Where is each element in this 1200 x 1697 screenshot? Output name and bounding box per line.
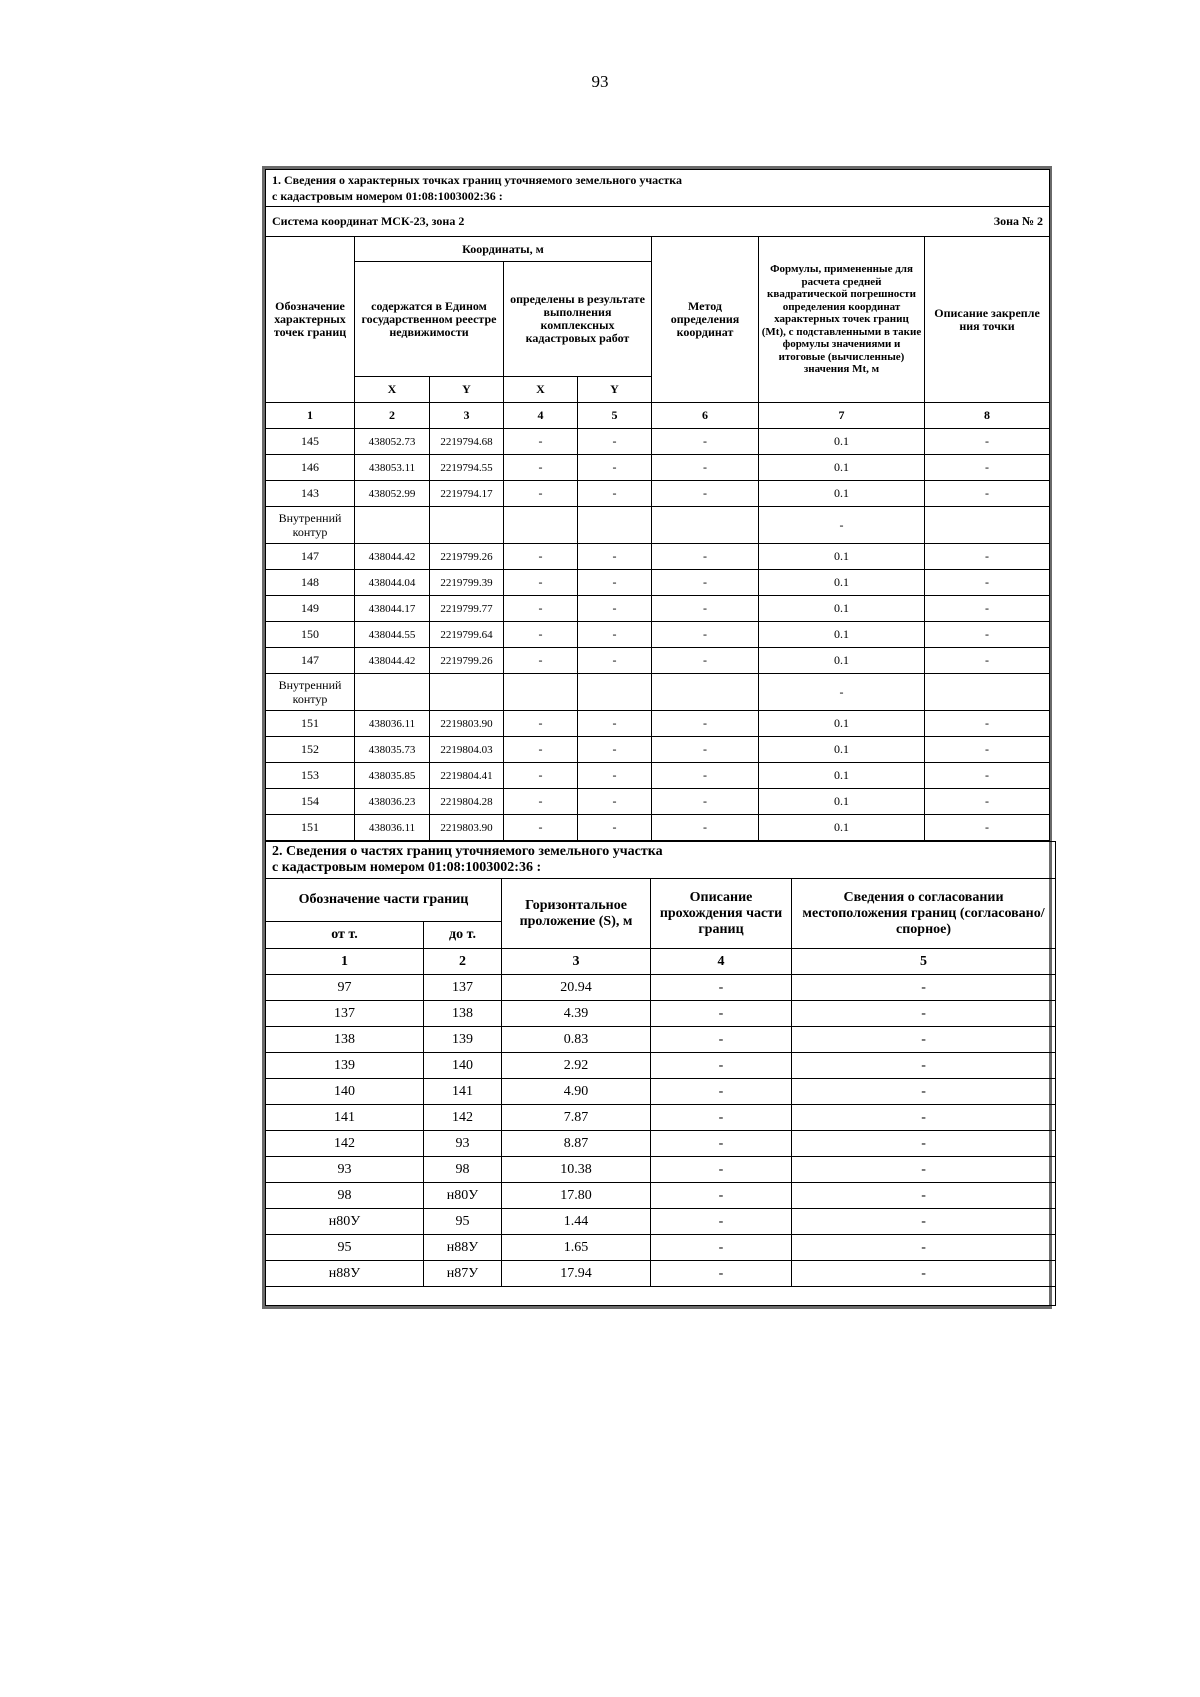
table-cell: 139: [424, 1027, 502, 1053]
column-number: 7: [759, 403, 925, 429]
table-cell: -: [925, 789, 1050, 815]
table-cell: 17.80: [502, 1183, 651, 1209]
table-cell: 438044.42: [355, 648, 430, 674]
table-row: [266, 737, 1050, 763]
table-row: [266, 1001, 1056, 1027]
table-row: [266, 975, 1056, 1001]
table-cell: -: [578, 737, 652, 763]
table-cell: 142: [424, 1105, 502, 1131]
table-cell: 2219794.68: [430, 429, 504, 455]
table-cell: 0.1: [759, 544, 925, 570]
table-row: [266, 815, 1050, 841]
table-cell: 0.1: [759, 815, 925, 841]
table-row: [266, 1261, 1056, 1287]
table-cell: -: [504, 544, 578, 570]
header-from: от т.: [266, 922, 424, 949]
table-cell: 148: [266, 570, 355, 596]
table-cell: 146: [266, 455, 355, 481]
table-cell: 147: [266, 544, 355, 570]
table-cell: 438044.55: [355, 622, 430, 648]
table-cell: -: [792, 1001, 1056, 1027]
table-cell: -: [652, 711, 759, 737]
table-row: [266, 674, 1050, 711]
table-cell: 141: [424, 1079, 502, 1105]
table-cell: -: [651, 1235, 792, 1261]
table-row: [266, 596, 1050, 622]
table-cell: [355, 674, 430, 711]
table-cell: 150: [266, 622, 355, 648]
table-cell: -: [792, 1131, 1056, 1157]
table-cell: 2219799.64: [430, 622, 504, 648]
table-cell: 2219799.77: [430, 596, 504, 622]
table-cell: н80У: [424, 1183, 502, 1209]
table-cell: 0.83: [502, 1027, 651, 1053]
table-cell: 438053.11: [355, 455, 430, 481]
table-cell: -: [651, 1183, 792, 1209]
table-cell: 141: [266, 1105, 424, 1131]
table-cell: -: [651, 1209, 792, 1235]
table-cell: -: [652, 789, 759, 815]
table-cell: -: [578, 596, 652, 622]
table-cell: [355, 507, 430, 544]
header-passage: Описание прохождения части границ: [651, 879, 792, 949]
table-cell: 137: [266, 1001, 424, 1027]
table-cell: 2219803.90: [430, 815, 504, 841]
table-cell: -: [652, 815, 759, 841]
column-number: 2: [355, 403, 430, 429]
table-cell: -: [652, 429, 759, 455]
table-cell: [430, 507, 504, 544]
table-cell: 2219804.03: [430, 737, 504, 763]
table-cell: 153: [266, 763, 355, 789]
table-cell: -: [759, 674, 925, 711]
table-cell: 145: [266, 429, 355, 455]
table-cell: 8.87: [502, 1131, 651, 1157]
table-cell: 0.1: [759, 570, 925, 596]
points-table: [265, 169, 1050, 841]
header-y: Y: [578, 377, 652, 403]
table-cell: -: [925, 570, 1050, 596]
table-cell: -: [651, 1157, 792, 1183]
table-cell: 140: [266, 1079, 424, 1105]
column-number: 1: [266, 949, 424, 975]
table-cell: н88У: [424, 1235, 502, 1261]
table-cell: -: [504, 429, 578, 455]
table-cell: [925, 674, 1050, 711]
table-row: [266, 763, 1050, 789]
table-cell: -: [504, 789, 578, 815]
table-cell: 0.1: [759, 596, 925, 622]
table-cell: -: [652, 570, 759, 596]
table-cell: 0.1: [759, 711, 925, 737]
table-cell: -: [925, 763, 1050, 789]
table-cell: -: [504, 570, 578, 596]
table-cell: -: [578, 815, 652, 841]
table-cell: -: [925, 429, 1050, 455]
table-cell: -: [792, 1183, 1056, 1209]
table-cell: Внутренний контур: [266, 674, 355, 711]
header-horizontal: Горизонтальное проложение (S), м: [502, 879, 651, 949]
table-cell: 2219799.39: [430, 570, 504, 596]
table-cell: -: [578, 763, 652, 789]
column-number: 3: [430, 403, 504, 429]
header-x: X: [355, 377, 430, 403]
table-row: [266, 1131, 1056, 1157]
table-cell: 98: [266, 1183, 424, 1209]
table-cell: 151: [266, 711, 355, 737]
table-row: [266, 1157, 1056, 1183]
table-cell: Внутренний контур: [266, 507, 355, 544]
table-cell: -: [504, 648, 578, 674]
table-cell: 2219804.28: [430, 789, 504, 815]
table-cell: 4.39: [502, 1001, 651, 1027]
table-cell: 438052.73: [355, 429, 430, 455]
header-description: Описание закрепле ния точки: [925, 237, 1050, 403]
header-determined: определены в результате выполнения комплексных кадастровых работ: [504, 262, 652, 377]
table-cell: -: [925, 737, 1050, 763]
table-cell: 0.1: [759, 789, 925, 815]
table-cell: -: [652, 648, 759, 674]
table-cell: -: [504, 737, 578, 763]
table-cell: -: [651, 1105, 792, 1131]
section2-title: 2. Сведения о частях границ уточняемого земельного участка с кадастровым номером 01:08:1003002:36 :: [266, 842, 1056, 879]
table-cell: -: [651, 1001, 792, 1027]
table-cell: [504, 507, 578, 544]
table-cell: -: [792, 1053, 1056, 1079]
table-cell: -: [504, 455, 578, 481]
table-row: [266, 1027, 1056, 1053]
table-cell: -: [578, 711, 652, 737]
table-cell: -: [792, 1105, 1056, 1131]
table-cell: 10.38: [502, 1157, 651, 1183]
table-cell: 93: [424, 1131, 502, 1157]
table-cell: -: [792, 1235, 1056, 1261]
table-row: [266, 1183, 1056, 1209]
header-method: Метод определения координат: [652, 237, 759, 403]
table-cell: 2219799.26: [430, 648, 504, 674]
table-cell: -: [651, 1261, 792, 1287]
table-cell: -: [925, 544, 1050, 570]
table-cell: 139: [266, 1053, 424, 1079]
table-cell: 140: [424, 1053, 502, 1079]
table-cell: 95: [424, 1209, 502, 1235]
table-row: [266, 544, 1050, 570]
table-cell: -: [925, 455, 1050, 481]
table-cell: -: [651, 975, 792, 1001]
document-frame: [262, 166, 1052, 1309]
table-cell: -: [578, 648, 652, 674]
table-cell: -: [651, 1053, 792, 1079]
table-cell: 4.90: [502, 1079, 651, 1105]
table-row: [266, 570, 1050, 596]
table-cell: 20.94: [502, 975, 651, 1001]
table-cell: -: [652, 544, 759, 570]
table-cell: 438044.42: [355, 544, 430, 570]
table-cell: -: [578, 622, 652, 648]
column-number: 8: [925, 403, 1050, 429]
table-cell: 438035.85: [355, 763, 430, 789]
table-cell: 138: [266, 1027, 424, 1053]
table-cell: 149: [266, 596, 355, 622]
table-cell: 2219794.55: [430, 455, 504, 481]
table-cell: 17.94: [502, 1261, 651, 1287]
parts-table: [265, 841, 1056, 1306]
table-footer-blank: [266, 1287, 1056, 1306]
table-row: [266, 711, 1050, 737]
table-cell: -: [759, 507, 925, 544]
table-cell: [578, 507, 652, 544]
table-cell: -: [925, 648, 1050, 674]
table-cell: 93: [266, 1157, 424, 1183]
table-cell: 1.65: [502, 1235, 651, 1261]
table-row: [266, 1235, 1056, 1261]
table-cell: -: [652, 622, 759, 648]
table-row: [266, 648, 1050, 674]
column-number: 3: [502, 949, 651, 975]
header-agreement: Сведения о согласовании местоположения границ (согласовано/спорное): [792, 879, 1056, 949]
column-number: 4: [651, 949, 792, 975]
header-egrn: содержатся в Едином государственном реестре недвижимости: [355, 262, 504, 377]
page-number: 93: [591, 72, 609, 91]
section1-title: 1. Сведения о характерных точках границ уточняемого земельного участка с кадастровым номером 01:08:1003002:36 :: [266, 170, 1050, 207]
table-row: [266, 455, 1050, 481]
table-cell: 0.1: [759, 455, 925, 481]
table-cell: -: [652, 481, 759, 507]
column-number: 5: [792, 949, 1056, 975]
table-row: [266, 1209, 1056, 1235]
table-cell: -: [925, 622, 1050, 648]
table-cell: 0.1: [759, 622, 925, 648]
table-cell: 0.1: [759, 648, 925, 674]
table-row: [266, 507, 1050, 544]
table-cell: -: [504, 622, 578, 648]
table-cell: 95: [266, 1235, 424, 1261]
header-point: Обозначение характерных точек границ: [266, 237, 355, 403]
table-cell: [652, 674, 759, 711]
table-cell: 0.1: [759, 763, 925, 789]
table-cell: н80У: [266, 1209, 424, 1235]
table-cell: 2219794.17: [430, 481, 504, 507]
table-cell: -: [578, 481, 652, 507]
header-to: до т.: [424, 922, 502, 949]
table-cell: 2219803.90: [430, 711, 504, 737]
table-cell: 143: [266, 481, 355, 507]
table-cell: 152: [266, 737, 355, 763]
table-cell: -: [504, 815, 578, 841]
table-cell: 438036.23: [355, 789, 430, 815]
table-cell: -: [925, 711, 1050, 737]
table-cell: 138: [424, 1001, 502, 1027]
column-number: 4: [504, 403, 578, 429]
table-cell: -: [578, 544, 652, 570]
table-cell: -: [504, 763, 578, 789]
table-cell: 2219804.41: [430, 763, 504, 789]
table-cell: 154: [266, 789, 355, 815]
table-cell: -: [652, 596, 759, 622]
column-number: 1: [266, 403, 355, 429]
table-cell: -: [504, 481, 578, 507]
header-formulas: Формулы, примененные для расчета средней квадратической погрешности определения координат характерных точек границ (Mt), с подставленными в такие формулы значениями и итоговые (вычисленные) значения Mt, м: [759, 237, 925, 403]
table-cell: -: [792, 1079, 1056, 1105]
table-cell: -: [504, 596, 578, 622]
table-cell: 0.1: [759, 737, 925, 763]
table-cell: 0.1: [759, 429, 925, 455]
table-cell: [925, 507, 1050, 544]
table-cell: н87У: [424, 1261, 502, 1287]
table-cell: [578, 674, 652, 711]
table-cell: 142: [266, 1131, 424, 1157]
column-number: 5: [578, 403, 652, 429]
header-coords: Координаты, м: [355, 237, 652, 262]
header-y: Y: [430, 377, 504, 403]
table-cell: 438036.11: [355, 815, 430, 841]
table-cell: -: [651, 1131, 792, 1157]
table-cell: -: [792, 975, 1056, 1001]
table-cell: 98: [424, 1157, 502, 1183]
table-cell: 438044.04: [355, 570, 430, 596]
table-cell: -: [925, 596, 1050, 622]
table-cell: -: [652, 455, 759, 481]
table-cell: -: [651, 1079, 792, 1105]
table-cell: 137: [424, 975, 502, 1001]
table-cell: -: [792, 1209, 1056, 1235]
table-cell: 97: [266, 975, 424, 1001]
table-cell: -: [925, 815, 1050, 841]
coordinate-system: Система координат МСК-23, зона 2: [266, 207, 759, 237]
table-row: [266, 1079, 1056, 1105]
table-cell: -: [792, 1157, 1056, 1183]
table-cell: [652, 507, 759, 544]
table-row: [266, 481, 1050, 507]
table-cell: 1.44: [502, 1209, 651, 1235]
table-cell: -: [504, 711, 578, 737]
table-cell: -: [578, 789, 652, 815]
table-cell: -: [578, 429, 652, 455]
header-x: X: [504, 377, 578, 403]
table-cell: 438052.99: [355, 481, 430, 507]
table-row: [266, 789, 1050, 815]
table-cell: -: [651, 1027, 792, 1053]
table-row: [266, 622, 1050, 648]
table-cell: -: [792, 1261, 1056, 1287]
zone-label: Зона № 2: [759, 207, 1050, 237]
table-cell: -: [792, 1027, 1056, 1053]
table-row: [266, 1053, 1056, 1079]
table-cell: 438035.73: [355, 737, 430, 763]
table-cell: [504, 674, 578, 711]
table-cell: 0.1: [759, 481, 925, 507]
table-cell: 438044.17: [355, 596, 430, 622]
table-row: [266, 1105, 1056, 1131]
table-cell: [430, 674, 504, 711]
table-cell: 2219799.26: [430, 544, 504, 570]
table-cell: -: [578, 455, 652, 481]
table-cell: н88У: [266, 1261, 424, 1287]
table-cell: 147: [266, 648, 355, 674]
table-cell: 2.92: [502, 1053, 651, 1079]
table-cell: 438036.11: [355, 711, 430, 737]
table-cell: 7.87: [502, 1105, 651, 1131]
column-number: 2: [424, 949, 502, 975]
table-cell: 151: [266, 815, 355, 841]
table-cell: -: [925, 481, 1050, 507]
header-part: Обозначение части границ: [266, 879, 502, 922]
table-cell: -: [578, 570, 652, 596]
table-row: [266, 429, 1050, 455]
table-cell: -: [652, 737, 759, 763]
table-cell: -: [652, 763, 759, 789]
column-number: 6: [652, 403, 759, 429]
